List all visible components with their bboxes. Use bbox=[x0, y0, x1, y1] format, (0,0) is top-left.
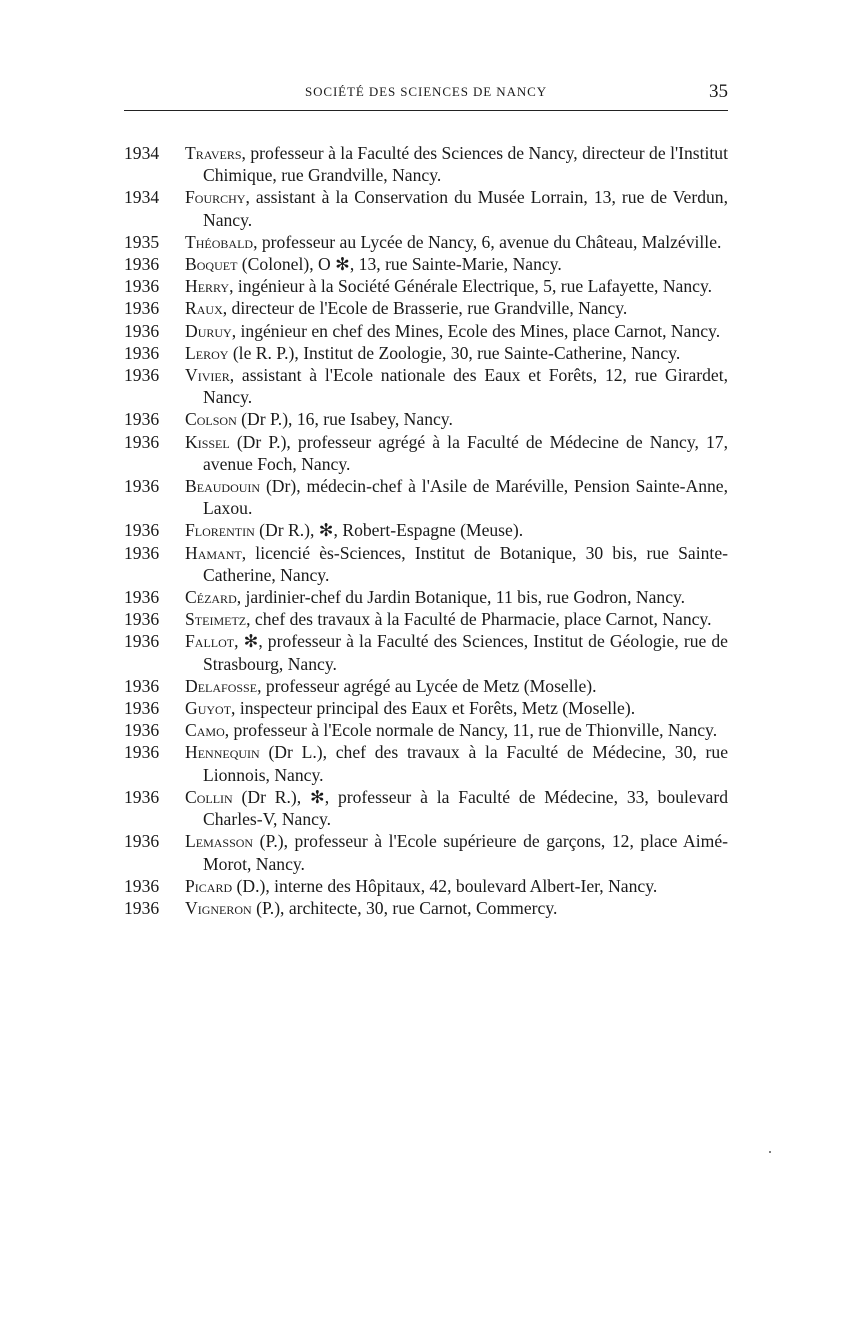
entry-text bbox=[185, 786, 728, 830]
member-name: Raux bbox=[185, 298, 223, 319]
entry-text bbox=[185, 875, 728, 897]
entry-year: 1936 bbox=[124, 720, 160, 741]
member-name: Kissel bbox=[185, 431, 230, 452]
member-entry bbox=[124, 142, 728, 186]
member-details: , professeur à la Faculté des Sciences de Nancy, directeur de l'Institut Chimique, rue Grandville, Nancy. bbox=[203, 143, 728, 186]
member-details: , directeur de l'Ecole de Brasserie, rue Grandville, Nancy. bbox=[222, 298, 628, 319]
member-entry bbox=[124, 697, 728, 719]
member-entry bbox=[124, 586, 728, 608]
entry-year: 1935 bbox=[124, 231, 160, 252]
entry-year: 1936 bbox=[124, 431, 160, 452]
entry-year: 1936 bbox=[124, 320, 160, 341]
member-list bbox=[124, 142, 728, 919]
entry-text bbox=[185, 586, 728, 608]
member-details: , ingénieur à la Société Générale Electrique, 5, rue Lafayette, Nancy. bbox=[229, 276, 712, 297]
member-details: , professeur au Lycée de Nancy, 6, avenue du Château, Malzéville. bbox=[253, 231, 722, 252]
running-head bbox=[124, 82, 728, 108]
member-entry bbox=[124, 297, 728, 319]
member-name: Boquet bbox=[185, 254, 238, 275]
entry-text bbox=[185, 364, 728, 408]
page-number: 35 bbox=[709, 81, 728, 102]
member-name: Colson bbox=[185, 409, 237, 430]
entry-year: 1936 bbox=[124, 409, 160, 430]
member-entry bbox=[124, 320, 728, 342]
entry-year: 1934 bbox=[124, 143, 160, 163]
member-details: , licencié ès-Sciences, Institut de Botanique, 30 bis, rue Sainte-Catherine, Nancy. bbox=[203, 542, 728, 585]
member-entry bbox=[124, 630, 728, 674]
member-entry bbox=[124, 830, 728, 874]
member-name: Florentin bbox=[185, 520, 255, 541]
entry-text bbox=[185, 830, 728, 874]
member-details: , inspecteur principal des Eaux et Forêts, Metz (Moselle). bbox=[231, 698, 636, 719]
member-entry bbox=[124, 875, 728, 897]
entry-text bbox=[185, 408, 728, 430]
member-entry bbox=[124, 608, 728, 630]
member-entry bbox=[124, 741, 728, 785]
member-name: Picard bbox=[185, 875, 233, 896]
entry-year: 1936 bbox=[124, 542, 160, 563]
member-name: Cézard bbox=[185, 587, 237, 608]
entry-year: 1936 bbox=[124, 342, 160, 363]
member-details: (D.), interne des Hôpitaux, 42, boulevard Albert-Ier, Nancy. bbox=[232, 875, 658, 896]
member-entry bbox=[124, 542, 728, 586]
member-entry bbox=[124, 231, 728, 253]
entry-text bbox=[185, 719, 728, 741]
entry-year: 1936 bbox=[124, 365, 160, 386]
entry-text bbox=[185, 630, 728, 674]
member-name: Camo bbox=[185, 720, 225, 741]
entry-text bbox=[185, 697, 728, 719]
member-entry bbox=[124, 275, 728, 297]
member-details: (P.), professeur à l'Ecole supérieure de garçons, 12, place Aimé-Morot, Nancy. bbox=[203, 831, 728, 874]
entry-year: 1936 bbox=[124, 298, 160, 319]
entry-text bbox=[185, 253, 728, 275]
entry-year: 1936 bbox=[124, 698, 160, 719]
member-name: Guyot bbox=[185, 698, 232, 719]
running-title: SOCIÉTÉ DES SCIENCES DE NANCY bbox=[304, 84, 548, 99]
member-details: (le R. P.), Institut de Zoologie, 30, rue Sainte-Catherine, Nancy. bbox=[228, 342, 681, 363]
entry-text bbox=[185, 431, 728, 475]
entry-text bbox=[185, 475, 728, 519]
print-speck bbox=[769, 1151, 771, 1153]
member-name: Herry bbox=[185, 276, 230, 297]
entry-year: 1936 bbox=[124, 897, 160, 918]
member-details: , jardinier-chef du Jardin Botanique, 11 bis, rue Godron, Nancy. bbox=[236, 587, 686, 608]
member-entry bbox=[124, 786, 728, 830]
member-name: Collin bbox=[185, 786, 233, 807]
member-entry bbox=[124, 897, 728, 919]
entry-year: 1936 bbox=[124, 875, 160, 896]
member-details: , assistant à l'Ecole nationale des Eaux et Forêts, 12, rue Girardet, Nancy. bbox=[203, 365, 728, 408]
member-details: , professeur agrégé au Lycée de Metz (Moselle). bbox=[257, 675, 597, 696]
member-name: Fourchy bbox=[185, 187, 246, 208]
header-rule bbox=[124, 110, 728, 111]
member-name: Vigneron bbox=[185, 897, 252, 918]
member-details: , chef des travaux à la Faculté de Pharmacie, place Carnot, Nancy. bbox=[246, 609, 712, 630]
entry-text bbox=[185, 608, 728, 630]
entry-text bbox=[185, 142, 728, 186]
entry-text bbox=[185, 741, 728, 785]
member-name: Leroy bbox=[185, 342, 229, 363]
member-name: Beaudouin bbox=[185, 476, 261, 497]
member-entry bbox=[124, 408, 728, 430]
entry-year: 1936 bbox=[124, 254, 160, 275]
entry-text bbox=[185, 519, 728, 541]
member-entry bbox=[124, 364, 728, 408]
member-details: (P.), architecte, 30, rue Carnot, Commercy. bbox=[251, 897, 558, 918]
member-name: Duruy bbox=[185, 320, 232, 341]
member-details: (Colonel), O ✻, 13, rue Sainte-Marie, Nancy. bbox=[237, 254, 562, 275]
member-details: (Dr), médecin-chef à l'Asile de Maréville, Pension Sainte-Anne, Laxou. bbox=[203, 476, 728, 519]
entry-year: 1936 bbox=[124, 786, 160, 807]
member-details: (Dr L.), chef des travaux à la Faculté de Médecine, 30, rue Lionnois, Nancy. bbox=[203, 742, 728, 785]
entry-year: 1936 bbox=[124, 609, 160, 630]
entry-year: 1936 bbox=[124, 587, 160, 608]
entry-text bbox=[185, 342, 728, 364]
entry-year: 1936 bbox=[124, 675, 160, 696]
member-name: Vivier bbox=[185, 365, 230, 386]
member-name: Steimetz bbox=[185, 609, 247, 630]
member-entry bbox=[124, 186, 728, 230]
member-name: Théobald bbox=[185, 231, 254, 252]
member-details: , ingénieur en chef des Mines, Ecole des Mines, place Carnot, Nancy. bbox=[231, 320, 721, 341]
member-details: , professeur à l'Ecole normale de Nancy, 11, rue de Thionville, Nancy. bbox=[224, 720, 718, 741]
entry-text bbox=[185, 897, 728, 919]
entry-text bbox=[185, 186, 728, 230]
member-name: Delafosse bbox=[185, 675, 258, 696]
member-entry bbox=[124, 675, 728, 697]
entry-text bbox=[185, 320, 728, 342]
member-name: Hennequin bbox=[185, 742, 260, 763]
entry-year: 1936 bbox=[124, 631, 160, 652]
member-details: (Dr R.), ✻, Robert-Espagne (Meuse). bbox=[254, 520, 524, 541]
entry-text bbox=[185, 297, 728, 319]
member-details: (Dr R.), ✻, professeur à la Faculté de Médecine, 33, boulevard Charles-V, Nancy. bbox=[203, 786, 728, 830]
entry-text bbox=[185, 275, 728, 297]
member-entry bbox=[124, 719, 728, 741]
member-details: , assistant à la Conservation du Musée Lorrain, 13, rue de Verdun, Nancy. bbox=[203, 187, 728, 230]
entry-year: 1936 bbox=[124, 742, 160, 763]
entry-year: 1936 bbox=[124, 831, 160, 852]
member-entry bbox=[124, 519, 728, 541]
member-entry bbox=[124, 253, 728, 275]
entry-year: 1936 bbox=[124, 476, 160, 497]
entry-text bbox=[185, 231, 728, 253]
member-name: Lemasson bbox=[185, 831, 254, 852]
member-name: Travers bbox=[185, 143, 242, 163]
member-name: Hamant bbox=[185, 542, 242, 563]
member-entry bbox=[124, 475, 728, 519]
member-details: , ✻, professeur à la Faculté des Sciences, Institut de Géologie, rue de Strasbourg, Nancy. bbox=[203, 631, 728, 674]
member-entry bbox=[124, 342, 728, 364]
member-details: (Dr P.), professeur agrégé à la Faculté de Médecine de Nancy, 17, avenue Foch, Nancy. bbox=[203, 431, 728, 474]
entry-year: 1934 bbox=[124, 187, 160, 208]
entry-text bbox=[185, 675, 728, 697]
member-details: (Dr P.), 16, rue Isabey, Nancy. bbox=[236, 409, 453, 430]
entry-year: 1936 bbox=[124, 276, 160, 297]
member-name: Fallot bbox=[185, 631, 235, 652]
entry-text bbox=[185, 542, 728, 586]
entry-year: 1936 bbox=[124, 520, 160, 541]
member-entry bbox=[124, 431, 728, 475]
